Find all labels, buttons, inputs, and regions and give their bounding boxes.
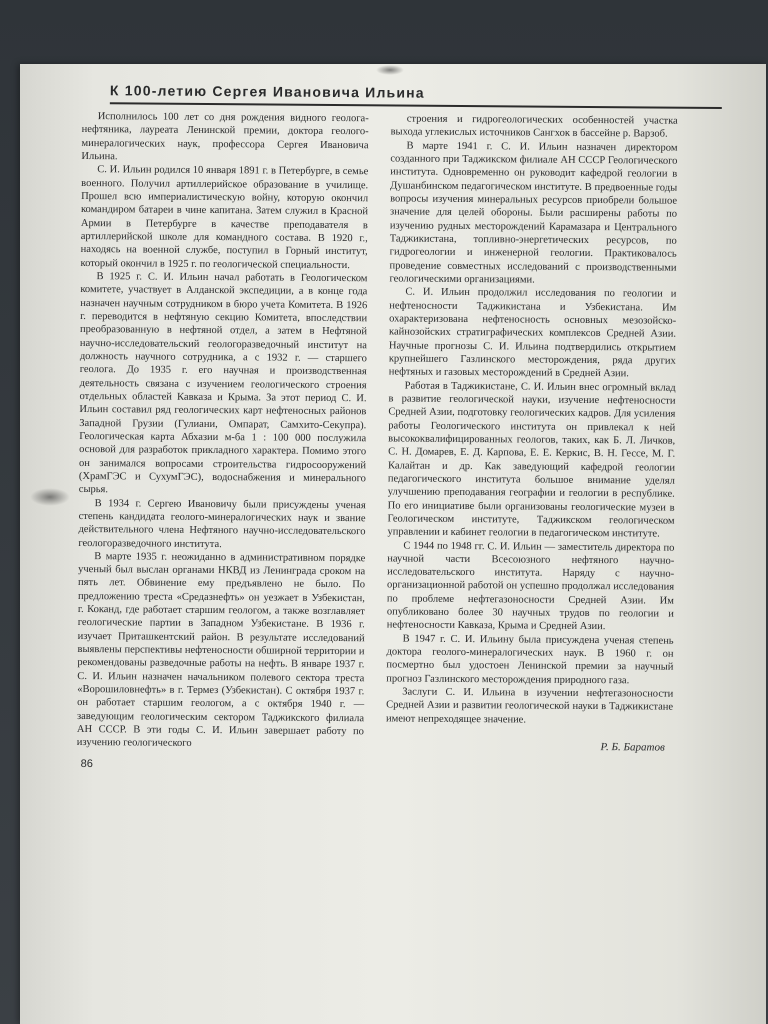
paragraph: В 1934 г. Сергею Ивановичу были присуждены ученая степень кандидата геолого-минералогических наук и звание действительного члена Нефтяного научно-исследовательского геологоразведочного института. xyxy=(78,497,366,550)
article-page xyxy=(77,82,722,777)
article-title: К 100-летию Сергея Ивановича Ильина xyxy=(110,82,722,109)
paragraph: В марте 1935 г. неожиданно в административном порядке ученый был выслан органами НКВД из Ленинграда сроком на пять лет. Обвинение ему предъявлено не было. По предложению треста «Средазнефть» он уезжает в Узбекистан, г. Коканд, где работает старшим геологом, а также возглавляет геологические партии в Западном Узбекистане. В 1936 г. изучает Приташкентский район. В результате исследований выявлены перспективы нефтеносности обширной территории и рекомендованы разведочные работы на нефть. В январе 1937 г. С. И. Ильин назначен начальником полевого сектора треста «Ворошиловнефть» в г. Термез (Узбекистан). С октября 1937 г. он работает старшим геологом, а с октября 1940 г. — заведующим геологическим сектором Таджикского филиала АН СССР. В эти годы С. И. Ильин завершает работу по изучению геологического xyxy=(76,550,366,750)
paragraph: С. И. Ильин родился 10 января 1891 г. в Петербурге, в семье военного. Получил артиллерийское образование в училище. Прошел всю империалистическую войну, которую окончил командиром батареи в чине капитана. Затем служил в Красной Армии в Петербурге в качестве преподавателя в артиллерийской школе для командного состава. В 1920 г., находясь на военной службе, поступил в Горный институт, который окончил в 1925 г. по геологической специальности. xyxy=(80,164,369,271)
margin-smudge xyxy=(376,65,404,75)
author-signature: Р. Б. Баратов xyxy=(600,741,665,754)
paragraph: С. И. Ильин продолжил исследования по геологии и нефтеносности Таджикистана и Узбекистана. Им охарактеризована нефтеносность основных мезозойско-кайнозойских стратиграфических комплексов Средней Азии. Научные прогнозы С. И. Ильина подтвердились открытием крупнейшего Газлинского месторождения, ряда других нефтяных и газовых месторождений в Средней Азии. xyxy=(388,286,677,380)
paragraph: В 1925 г. С. И. Ильин начал работать в Геологическом комитете, участвует в Алданской экспедиции, а в конце года назначен научным сотрудником в бюро учета Комитета. В 1926 г. переводится в нефтяную секцию Комитета, впоследствии преобразованную в нефтяной отдел, а затем в Нефтяной научно-исследовательский геологоразведочный институт на должность научного сотрудника, а с 1932 г. — старшего геолога. До 1935 г. его научная и производственная деятельность связана с изучением геологического строения отдельных областей Кавказа и Крыма. За этот период С. И. Ильин составил ряд геологических карт нефтеносных районов Западной Грузии (Гулиани, Омпарат, Самхито-Секупра). Геологическая карта Абхазии м-ба 1 : 100 000 послужила основой для разработок прикладного характера. Помимо этого он занимался вопросами строительства гидросооружений (ХрамГЭС и СухумГЭС), водоснабжения и минерального сырья. xyxy=(78,271,368,496)
paragraph: строения и гидрогеологических особенностей участка выхода углекислых источников Сангхок в бассейне р. Варзоб. xyxy=(390,113,678,140)
paragraph: Заслуги С. И. Ильина в изучении нефтегазоносности Средней Азии и развитии геологической науки в Таджикистане имеют непреходящее значение. xyxy=(385,686,674,726)
paragraph: Исполнилось 100 лет со дня рождения видного геолога-нефтяника, лауреата Ленинской премии, доктора геолого-минералогических наук, профессора Сергея Ивановича Ильина. xyxy=(81,111,369,163)
margin-smudge xyxy=(30,488,70,506)
paragraph: В 1947 г. С. И. Ильину была присуждена ученая степень доктора геолого-минералогических наук. В 1960 г. он посмертно был удостоен Ленинской премии за научный прогноз Газлинского месторождения природного газа. xyxy=(386,633,674,687)
page-number: 86 xyxy=(80,757,93,770)
paragraph: В марте 1941 г. С. И. Ильин назначен директором созданного при Таджикском филиале АН СССР Геологического института. Одновременно он руководит кафедрой геологии в Душанбинском педагогическом институте. В предвоенные годы вопросы изучения минеральных ресурсов приобрели большое значение для целей обороны. Были расширены работы по изучению рудных месторождений Карамазара и Центрального Таджикистана, топливно-энергетических ресурсов, по гидрогеологии и инженерной геологии. Практиковалось проведение совместных исследований с производственными геологическими организациями. xyxy=(389,140,678,286)
paragraph: Работая в Таджикистане, С. И. Ильин внес огромный вклад в развитие геологической науки, изучение нефтеносности Средней Азии, подготовку геологических кадров. Для усиления работы Геологического института он привлекал к ней высококвалифицированных геологов, таких, как Б. Л. Личков, С. Н. Домарев, Е. Д. Карпова, Е. Е. Керкис, В. Н. Гессе, М. Г. Калайтан и др. Как заведующий кафедрой геологии педагогического института большое внимание уделял улучшению преподавания географии и геологии в республике. По его инициативе были организованы геологические музеи в Геологическом институте, Таджикском геологическом управлении и кабинет геологии в педагогическом институте. xyxy=(387,380,676,540)
article-body xyxy=(77,110,722,777)
right-column xyxy=(386,112,678,776)
paragraph: С 1944 по 1948 гг. С. И. Ильин — заместитель директора по научной части Всесоюзного нефтяного научно-исследовательского института. Наряду с научно-организационной работой он успешно продолжал исследования по проблеме нефтегазоносности Средней Азии. Им опубликовано более 30 научных трудов по геологии и нефтеносности Кавказа, Крыма и Средней Азии. xyxy=(386,540,675,633)
left-column xyxy=(77,110,369,774)
